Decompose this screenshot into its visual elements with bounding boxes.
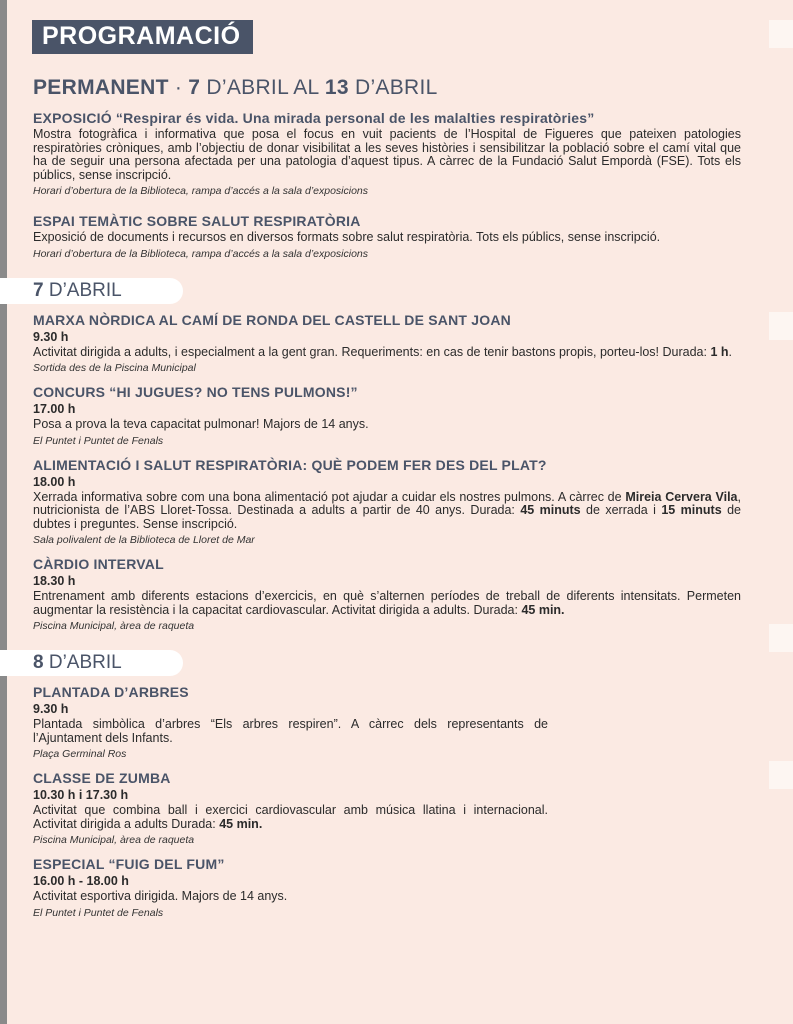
event-time: 9.30 h [33, 702, 69, 716]
event-location: Horari d’obertura de la Biblioteca, rampa d’accés a la sala d’exposicions [33, 185, 369, 197]
event-location: Sala polivalent de la Biblioteca de Lloret de Mar [33, 534, 255, 546]
event-description: Activitat esportiva dirigida. Majors de 14 anys. [33, 889, 288, 903]
event-title: EXPOSICIÓ “Respirar és vida. Una mirada personal de les malalties respiratòries” [33, 110, 595, 126]
event-title: CONCURS “HI JUGUES? NO TENS PULMONS!” [33, 384, 358, 400]
event-title: CLASSE DE ZUMBA [33, 770, 171, 786]
page-tab [769, 624, 793, 652]
event-time: 9.30 h [33, 329, 69, 344]
page-tab [769, 20, 793, 48]
event-title: PLANTADA D’ARBRES [33, 684, 189, 700]
event-time: 18.30 h [33, 574, 76, 588]
event-title: CÀRDIO INTERVAL [33, 556, 164, 572]
event-location: Sortida des de la Piscina Municipal [33, 362, 196, 374]
event-description: Xerrada informativa sobre com una bona alimentació pot ajudar a cuidar els nostres pulmons. A càrrec de Mireia Cervera Vila, nutricionista de l’ABS Lloret-Tossa. Destinada a adults a partir de 40 anys. Durada: 45 minuts de xerrada i 15 minuts de dubtes i preguntes. Sense inscripció. [33, 489, 741, 531]
event-exposicio [33, 110, 741, 197]
event-description: Posa a prova la teva capacitat pulmonar! Majors de 14 anys. [33, 417, 369, 431]
event-fuig-del-fum [33, 856, 741, 919]
day-7-heading: 7 D’ABRIL [0, 278, 183, 304]
event-location: Piscina Municipal, àrea de raqueta [33, 834, 195, 846]
event-plantada [33, 684, 741, 760]
event-time: 18.00 h [33, 474, 76, 489]
event-title: ALIMENTACIÓ I SALUT RESPIRATÒRIA: QUÈ PODEM FER DES DEL PLAT? [33, 456, 547, 473]
event-description: Activitat que combina ball i exercici cardiovascular amb música llatina i internacional. Activitat dirigida a adults Durada: 45 min. [33, 803, 548, 831]
event-location: Plaça Germinal Ros [33, 748, 127, 760]
event-time: 17.00 h [33, 402, 76, 416]
permanent-heading: PERMANENT · 7 D’ABRIL AL 13 D’ABRIL [33, 76, 438, 99]
day-8-heading: 8 D’ABRIL [0, 650, 183, 676]
page-tab [769, 761, 793, 789]
event-location: El Puntet i Puntet de Fenals [33, 906, 164, 919]
event-description: Exposició de documents i recursos en diversos formats sobre salut respiratòria. Tots els públics, sense inscripció. [33, 230, 661, 244]
page-tab [769, 312, 793, 340]
event-time: 10.30 h i 17.30 h [33, 788, 129, 802]
event-location: El Puntet i Puntet de Fenals [33, 434, 164, 447]
event-description: Plantada simbòlica d’arbres “Els arbres respiren”. A càrrec dels representants de l’Ajuntament dels Infants. [33, 717, 548, 745]
event-description: Entrenament amb diferents estacions d’exercicis, en què s’alternen períodes de treball de diferents intensitats. Permeten augmentar la resistència i la capacitat cardiovascular. Activitat dirigida a adults. Durada: 45 min. [33, 589, 741, 617]
event-espai-tematic [33, 213, 741, 260]
program-content [33, 20, 741, 929]
page-title: PROGRAMACIÓ [32, 20, 253, 54]
event-title: ESPAI TEMÀTIC SOBRE SALUT RESPIRATÒRIA [33, 213, 361, 229]
event-marxa-nordica [33, 312, 741, 375]
event-title: MARXA NÒRDICA AL CAMÍ DE RONDA DEL CASTELL DE SANT JOAN [33, 311, 511, 328]
event-description: Mostra fotogràfica i informativa que posa el focus en vuit pacients de l’Hospital de Figueres que pateixen patologies respiratòries cròniques, amb l’objectiu de donar visibilitat a les seves històries i sensibilitzar la població sobre el camí vital que ha de seguir una persona afectada per una patologia d’aquest tipus. A càrrec de la Fundació Salut Empordà (FSE). Tots els públics, sense inscripció. [33, 127, 741, 182]
event-alimentacio [33, 457, 741, 547]
event-cardio-interval [33, 556, 741, 632]
event-concurs [33, 384, 741, 447]
event-title: ESPECIAL “FUIG DEL FUM” [33, 856, 225, 872]
event-location: Horari d’obertura de la Biblioteca, rampa d’accés a la sala d’exposicions [33, 247, 369, 260]
event-time: 16.00 h - 18.00 h [33, 874, 129, 888]
page-edge [0, 0, 7, 1024]
event-location: Piscina Municipal, àrea de raqueta [33, 620, 195, 632]
event-description: Activitat dirigida a adults, i especialment a la gent gran. Requeriments: en cas de tenir bastons propis, porteu-los! Durada: 1 h. [33, 344, 732, 359]
event-zumba [33, 770, 741, 846]
